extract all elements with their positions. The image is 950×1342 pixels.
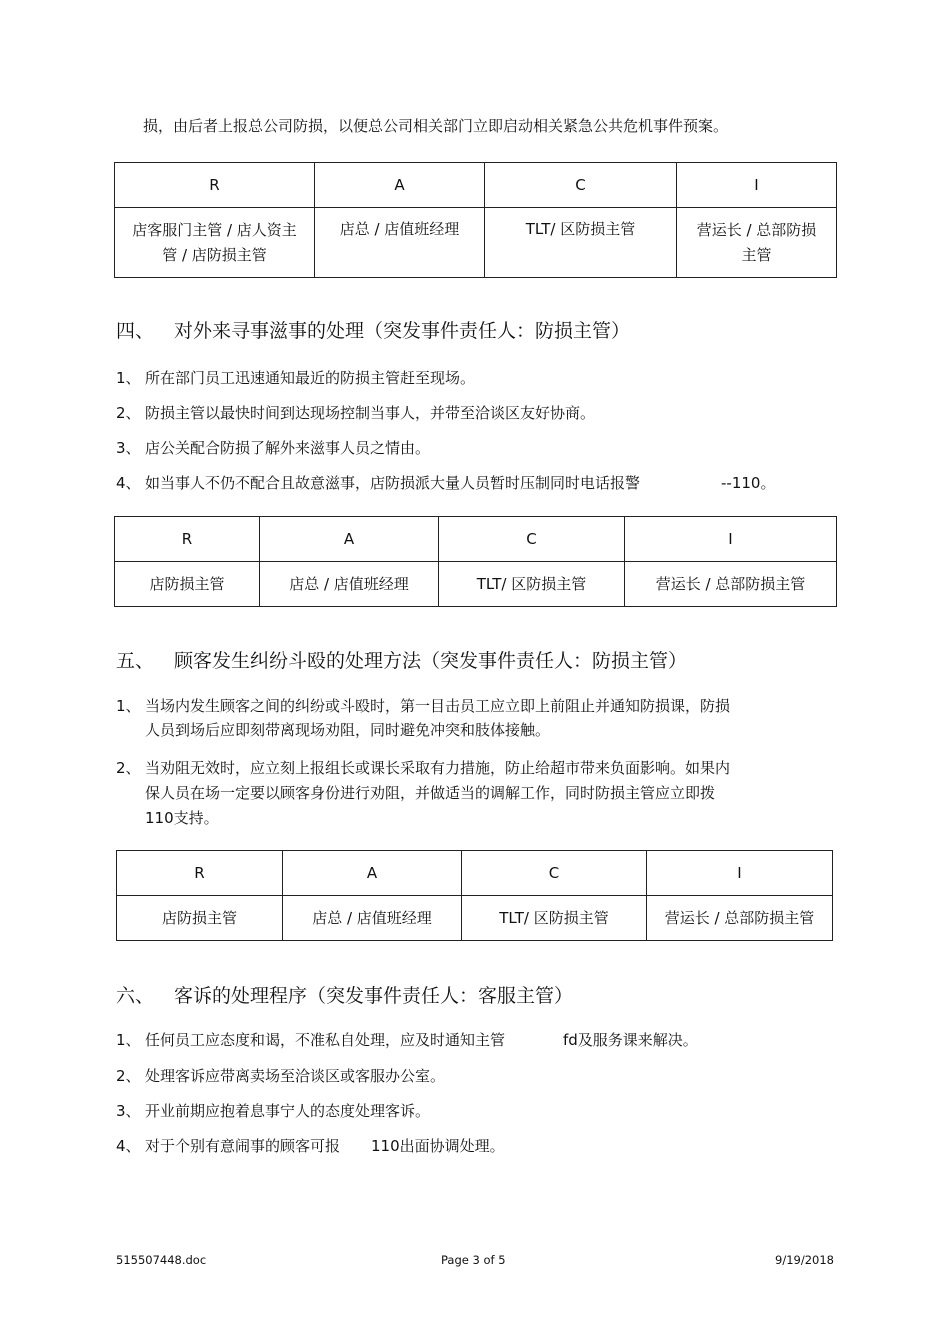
list-item-tail: --110。 — [721, 474, 776, 492]
section-4-heading — [116, 317, 630, 345]
cell-r: 店客服门主管 / 店人资主管 / 店防损主管 — [115, 208, 315, 278]
cell-r: 店防损主管 — [117, 896, 283, 941]
cell-a: 店总 / 店值班经理 — [315, 208, 485, 278]
list-item-continuation: 人员到场后应即刻带离现场劝阻，同时避免冲突和肢体接触。 — [145, 721, 551, 739]
list-item: 1、 所在部门员工迅速通知最近的防损主管赶至现场。 — [116, 369, 476, 387]
list-item: 1、 任何员工应态度和谒，不准私自处理，应及时通知主管 — [116, 1031, 506, 1049]
list-item: 1、 当场内发生顾客之间的纠纷或斗殴时，第一目击员工应立即上前阻止并通知防损课，防损 — [116, 697, 731, 715]
section-6-heading — [116, 982, 573, 1010]
cell-i: 营运长 / 总部防损主管 — [625, 562, 837, 607]
list-item: 2、 当劝阻无效时，应立刻上报组长或课长采取有力措施，防止给超市带来负面影响。如果内 — [116, 759, 731, 777]
header-c: C — [462, 851, 647, 896]
section-4-title: 对外来寻事滋事的处理（突发事件责任人：防损主管） — [174, 320, 631, 342]
list-item: 2、 防损主管以最快时间到达现场控制当事人，并带至洽谈区友好协商。 — [116, 404, 596, 422]
list-item-tail: 110出面协调处理。 — [371, 1137, 505, 1155]
header-r: R — [115, 163, 315, 208]
section-6-number: 六、 — [116, 985, 155, 1007]
header-i: I — [677, 163, 837, 208]
section-5-heading — [116, 647, 687, 675]
header-a: A — [260, 517, 439, 562]
header-a: A — [315, 163, 485, 208]
section-4-number: 四、 — [116, 320, 155, 342]
list-item-tail: fd及服务课来解决。 — [563, 1031, 698, 1049]
cell-c: TLT/ 区防损主管 — [439, 562, 625, 607]
cell-c: TLT/ 区防损主管 — [485, 208, 677, 278]
cell-i: 营运长 / 总部防损主管 — [677, 208, 837, 278]
list-item: 3、 开业前期应抱着息事宁人的态度处理客诉。 — [116, 1102, 431, 1120]
section-5-number: 五、 — [116, 650, 155, 672]
cell-r: 店防损主管 — [115, 562, 260, 607]
header-r: R — [115, 517, 260, 562]
section-5-title: 顾客发生纠纷斗殴的处理方法（突发事件责任人：防损主管） — [174, 650, 688, 672]
cell-c: TLT/ 区防损主管 — [462, 896, 647, 941]
list-item: 4、 如当事人不仍不配合且故意滋事，店防损派大量人员暂时压制同时电话报警 — [116, 474, 641, 492]
list-item: 4、 对于个别有意闹事的顾客可报 — [116, 1137, 341, 1155]
footer-date: 9/19/2018 — [775, 1253, 834, 1267]
section-6-title: 客诉的处理程序（突发事件责任人：客服主管） — [174, 985, 574, 1007]
footer-page-number: Page 3 of 5 — [441, 1253, 506, 1267]
header-r: R — [117, 851, 283, 896]
header-i: I — [625, 517, 837, 562]
cell-i: 营运长 / 总部防损主管 — [647, 896, 833, 941]
footer-filename: 515507448.doc — [116, 1253, 207, 1267]
list-item: 2、 处理客诉应带离卖场至洽谈区或客服办公室。 — [116, 1067, 446, 1085]
raci-table-3 — [116, 850, 833, 941]
cell-a: 店总 / 店值班经理 — [260, 562, 439, 607]
raci-table-1 — [114, 162, 837, 278]
header-i: I — [647, 851, 833, 896]
header-a: A — [283, 851, 462, 896]
header-c: C — [439, 517, 625, 562]
list-item-continuation: 保人员在场一定要以顾客身份进行劝阻，并做适当的调解工作，同时防损主管应立即拨 — [145, 784, 716, 802]
list-item: 3、 店公关配合防损了解外来滋事人员之情由。 — [116, 439, 431, 457]
list-item-continuation: 110支持。 — [145, 809, 219, 827]
raci-table-2 — [114, 516, 837, 607]
intro-line: 损，由后者上报总公司防损，以便总公司相关部门立即启动相关紧急公共危机事件预案。 — [143, 117, 729, 135]
cell-a: 店总 / 店值班经理 — [283, 896, 462, 941]
header-c: C — [485, 163, 677, 208]
